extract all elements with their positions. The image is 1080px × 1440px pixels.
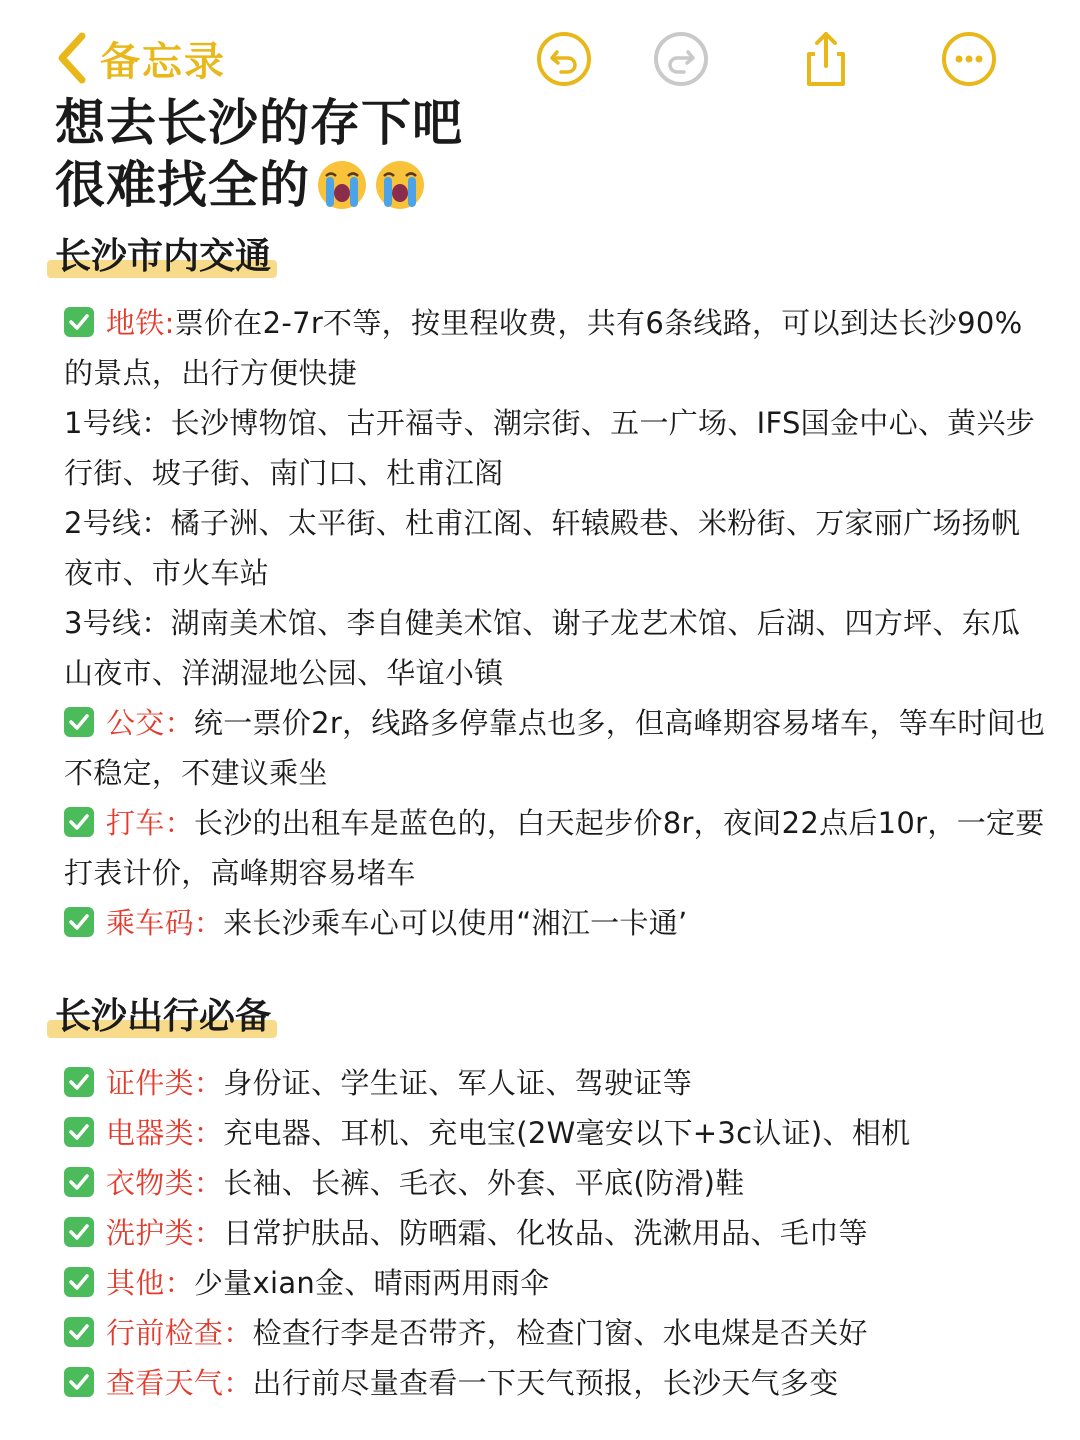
section-heading-text: 长沙市内交通 [55,236,272,277]
item-text: 出行前尽量查看一下天气预报，长沙天气多变 [252,1366,839,1400]
share-button[interactable] [797,30,855,88]
bus-text: 统一票价2r，线路多停靠点也多，但高峰期容易堵车，等车时间也不稳定，不建议乘坐 [64,706,1046,790]
taxi-text: 长沙的出租车是蓝色的，白天起步价8r，夜间22点后10r，一定要打表计价，高峰期容易堵车 [64,806,1045,890]
item-text: 检查行李是否带齐，检查门窗、水电煤是否关好 [252,1316,868,1350]
checkbox-checked-icon[interactable] [64,1267,94,1297]
checkbox-checked-icon[interactable] [64,1317,94,1347]
item-label: 其他： [106,1266,194,1300]
checkbox-checked-icon[interactable] [64,807,94,837]
taxi-label: 打车： [106,806,194,840]
taxi-paragraph [64,798,1049,898]
section-heading-text: 长沙出行必备 [55,996,272,1037]
metro-label: 地铁: [106,306,175,340]
item-text: 充电器、耳机、充电宝(2W毫安以下+3c认证)、相机 [223,1116,911,1150]
metro-text: 票价在2-7r不等，按里程收费，共有6条线路，可以到达长沙90%的景点，出行方便快捷 [64,306,1023,390]
ride-code-paragraph [64,898,1049,948]
section-heading-essentials [55,994,271,1040]
redo-icon [652,30,710,88]
chevron-left-icon [52,30,92,86]
list-item [64,1208,1049,1258]
undo-button[interactable] [535,30,593,88]
checkbox-checked-icon[interactable] [64,1117,94,1147]
list-item [64,1358,1049,1408]
line-3-paragraph: 3号线：湖南美术馆、李自健美术馆、谢子龙艺术馆、后湖、四方坪、东瓜山夜市、洋湖湿地公园、华谊小镇 [64,606,1021,690]
ride-code-label: 乘车码： [106,906,224,940]
ride-code-text: 来长沙乘车心可以使用“湘江一卡通’ [223,906,688,940]
list-item [64,1258,1049,1308]
line-2-paragraph: 2号线：橘子洲、太平街、杜甫江阁、轩辕殿巷、米粉街、万家丽广场扬帆夜市、市火车站 [64,506,1021,590]
note-title [55,92,463,216]
top-bar [0,0,1080,100]
bus-paragraph [64,698,1049,798]
list-item [64,1308,1049,1358]
item-text: 日常护肤品、防晒霜、化妆品、洗漱用品、毛巾等 [223,1216,868,1250]
more-icon [940,30,998,88]
list-item [64,1158,1049,1208]
item-label: 查看天气： [106,1366,253,1400]
crying-face-icon [316,159,368,211]
more-button[interactable] [940,30,998,88]
item-label: 衣物类： [106,1166,224,1200]
essentials-list [64,1058,1049,1408]
share-icon [797,30,855,88]
transport-content [64,298,1049,948]
list-item [64,1108,1049,1158]
bus-label: 公交： [106,706,194,740]
list-item [64,1058,1049,1108]
item-text: 少量xian金、晴雨两用雨伞 [193,1266,550,1300]
checkbox-checked-icon[interactable] [64,1167,94,1197]
item-label: 洗护类： [106,1216,224,1250]
redo-button[interactable] [652,30,710,88]
title-line-2-text: 很难找全的 [55,156,310,214]
item-label: 电器类： [106,1116,224,1150]
item-label: 证件类： [106,1066,224,1100]
title-line-2 [55,154,463,216]
checkbox-checked-icon[interactable] [64,907,94,937]
section-heading-transport [55,234,271,280]
item-text: 身份证、学生证、军人证、驾驶证等 [223,1066,693,1100]
checkbox-checked-icon[interactable] [64,1367,94,1397]
line-1-paragraph: 1号线：长沙博物馆、古开福寺、潮宗街、五一广场、IFS国金中心、黄兴步行街、坡子街、南门口、杜甫江阁 [64,406,1036,490]
checkbox-checked-icon[interactable] [64,307,94,337]
item-label: 行前检查： [106,1316,253,1350]
checkbox-checked-icon[interactable] [64,1217,94,1247]
crying-face-icon [374,159,426,211]
metro-paragraph [64,298,1049,398]
back-button[interactable] [52,28,226,88]
back-label: 备忘录 [100,38,226,85]
item-text: 长袖、长裤、毛衣、外套、平底(防滑)鞋 [223,1166,745,1200]
title-line-1: 想去长沙的存下吧 [55,94,463,152]
checkbox-checked-icon[interactable] [64,707,94,737]
checkbox-checked-icon[interactable] [64,1067,94,1097]
undo-icon [535,30,593,88]
